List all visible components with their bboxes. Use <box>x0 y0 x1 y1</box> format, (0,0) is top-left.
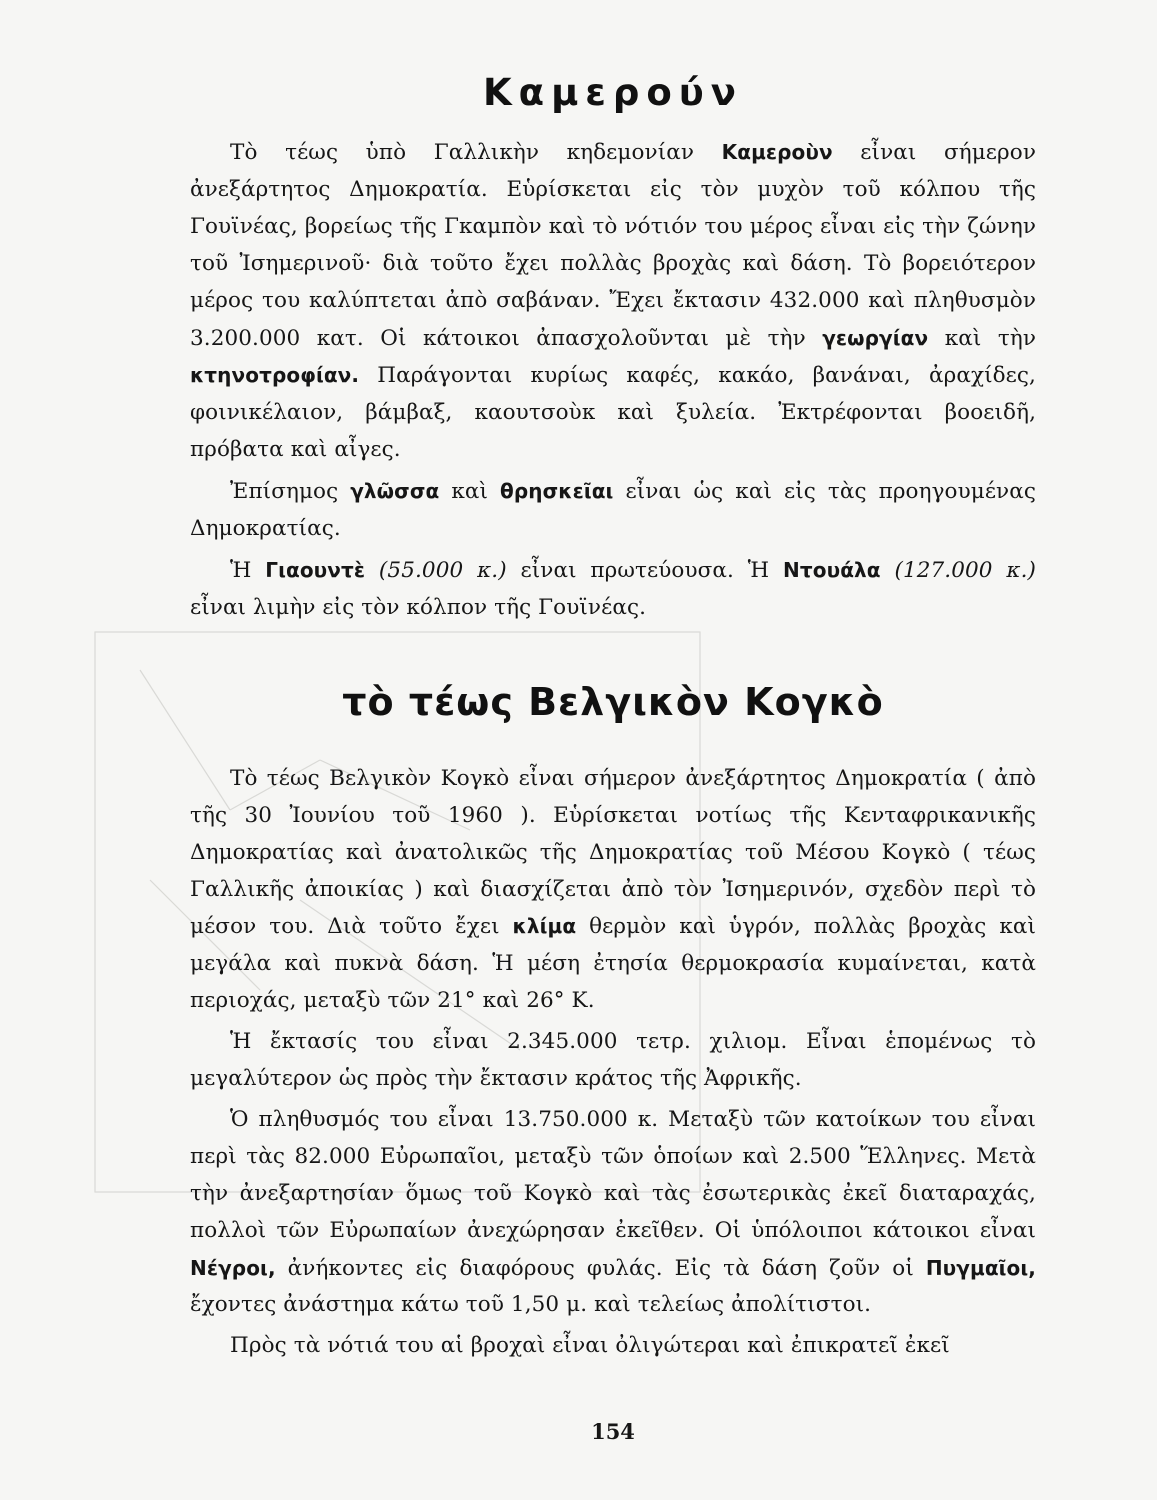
bold-term: κλίμα <box>512 914 577 939</box>
text: Τὸ τέως Βελγικὸν Κογκὸ εἶναι σήμερον ἀνεξάρτητος Δημοκρατία ( ἀπὸ τῆς 30 Ἰουνίου τοῦ 1960 ). Εὑρίσκεται νοτίως τῆς Κενταφρικανικῆς Δημοκρατίας καὶ ἀνατολικῶς τῆς Δημοκρατίας τοῦ Μέσου Κογκὸ ( τέως Γαλλικῆς ἀποικίας ) καὶ διασχίζεται ἀπὸ τὸν Ἰσημερινόν, σχεδὸν περὶ τὸ μέσον του. Διὰ τοῦτο ἔχει <box>190 765 1036 940</box>
text: εἶναι πρωτεύουσα. Ἡ <box>506 557 784 583</box>
text: ἀνήκοντες εἰς διαφόρους φυλάς. Εἰς τὰ δάση ζοῦν οἱ <box>275 1255 926 1281</box>
italic-note: (55.000 κ.) <box>365 557 507 583</box>
bold-term: κτηνοτροφίαν. <box>190 363 360 388</box>
congo-paragraph-2 <box>190 1024 1036 1098</box>
bold-term: Πυγμαῖοι, <box>925 1255 1036 1280</box>
text: θερμὸν καὶ ὑγρόν, πολλὰς βροχὰς καὶ μεγάλα καὶ πυκνὰ δάση. Ἡ μέση ἐτησία θερμοκρασία κυμαίνεται, κατὰ περιοχάς, μεταξὺ τῶν 21° καὶ 26° Κ. <box>190 914 1037 1014</box>
bold-term: Καμεροὺν <box>721 140 833 164</box>
cameroon-paragraph-2 <box>190 473 1036 548</box>
text: ἔχοντες ἀνάστημα κάτω τοῦ 1,50 μ. καὶ τελείως ἀπολίτιστοι. <box>190 1292 872 1318</box>
text: καὶ τὴν <box>928 325 1036 351</box>
italic-note: (127.000 κ.) <box>880 557 1036 583</box>
congo-paragraph-3 <box>190 1102 1036 1324</box>
bold-term: Νέγροι, <box>190 1255 276 1280</box>
cameroon-paragraph-3 <box>190 552 1036 627</box>
page-content <box>190 64 1037 1444</box>
text: Πρὸς τὰ νότιά του αἱ βροχαὶ εἶναι ὀλιγώτεραι καὶ ἐπικρατεῖ ἐκεῖ <box>230 1333 950 1359</box>
bold-term: γεωργίαν <box>822 325 929 350</box>
cameroon-paragraph-1 <box>190 134 1036 469</box>
text: Τὸ τέως ὑπὸ Γαλλικὴν κηδεμονίαν <box>230 140 722 165</box>
text: εἶναι λιμὴν εἰς τὸν κόλπον τῆς Γουϊνέας. <box>190 594 647 620</box>
text: εἶναι ὡς καὶ εἰς τὰς προηγουμένας Δημοκρατίας. <box>190 479 1036 542</box>
bold-term: θρησκεῖαι <box>500 479 614 504</box>
bold-term: Γιαουντὲ <box>265 557 366 582</box>
text: εἶναι σήμερον ἀνεξάρτητος Δημοκρατία. Εὑρίσκεται εἰς τὸν μυχὸν τοῦ κόλπου τῆς Γουϊνέας, βορείως τῆς Γκαμπὸν καὶ τὸ νότιόν του μέρος εἶναι εἰς τὴν ζώνην τοῦ Ἰσημερινοῦ· διὰ τοῦτο ἔχει πολλὰς βροχὰς καὶ δάση. Τὸ βορειότερον μέρος του καλύπτεται ἀπὸ σαβάναν. Ἔχει ἔκτασιν 432.000 καὶ πληθυσμὸν 3.200.000 κατ. Οἱ κάτοικοι ἀπασχολοῦνται μὲ τὴν <box>190 140 1036 351</box>
text: Ἡ ἔκτασίς του εἶναι 2.345.000 τετρ. χιλιομ. Εἶναι ἑπομένως τὸ μεγαλύτερον ὡς πρὸς τὴν ἔκτασιν κράτος τῆς Ἀφρικῆς. <box>190 1029 1036 1092</box>
congo-paragraph-4 <box>190 1328 1036 1365</box>
bold-term: γλῶσσα <box>350 479 440 504</box>
bold-term: Ντουάλα <box>783 557 881 582</box>
page-number: 154 <box>591 1419 635 1444</box>
section-title-cameroon: Καμερούν <box>482 71 743 114</box>
text: καὶ <box>439 479 501 505</box>
text: Ὁ πληθυσμός του εἶναι 13.750.000 κ. Μεταξὺ τῶν κατοίκων του εἶναι περὶ τὰς 82.000 Εὐρωπαῖοι, μεταξὺ τῶν ὁποίων καὶ 2.500 Ἕλληνες. Μετὰ τὴν ἀνεξαρτησίαν ὅμως τοῦ Κογκὸ καὶ τὰς ἐσωτερικὰς ἐκεῖ διαταραχάς, πολλοὶ τῶν Εὐρωπαίων ἀνεχώρησαν ἐκεῖθεν. Οἱ ὑπόλοιποι κάτοικοι εἶναι <box>190 1106 1036 1243</box>
congo-paragraph-1 <box>190 761 1036 1020</box>
text: Ἡ <box>230 557 266 583</box>
section-title-congo: τὸ τέως Βελγικὸν Κογκὸ <box>342 679 884 724</box>
text: Ἐπίσημος <box>230 479 351 505</box>
text: Παράγονται κυρίως καφές, κακάο, βανάναι, ἀραχίδες, φοινικέλαιον, βάμβαξ, καουτσοὺκ καὶ ξυλεία. Ἐκτρέφονται βοοειδῆ, πρόβατα καὶ αἶγες. <box>190 363 1036 463</box>
